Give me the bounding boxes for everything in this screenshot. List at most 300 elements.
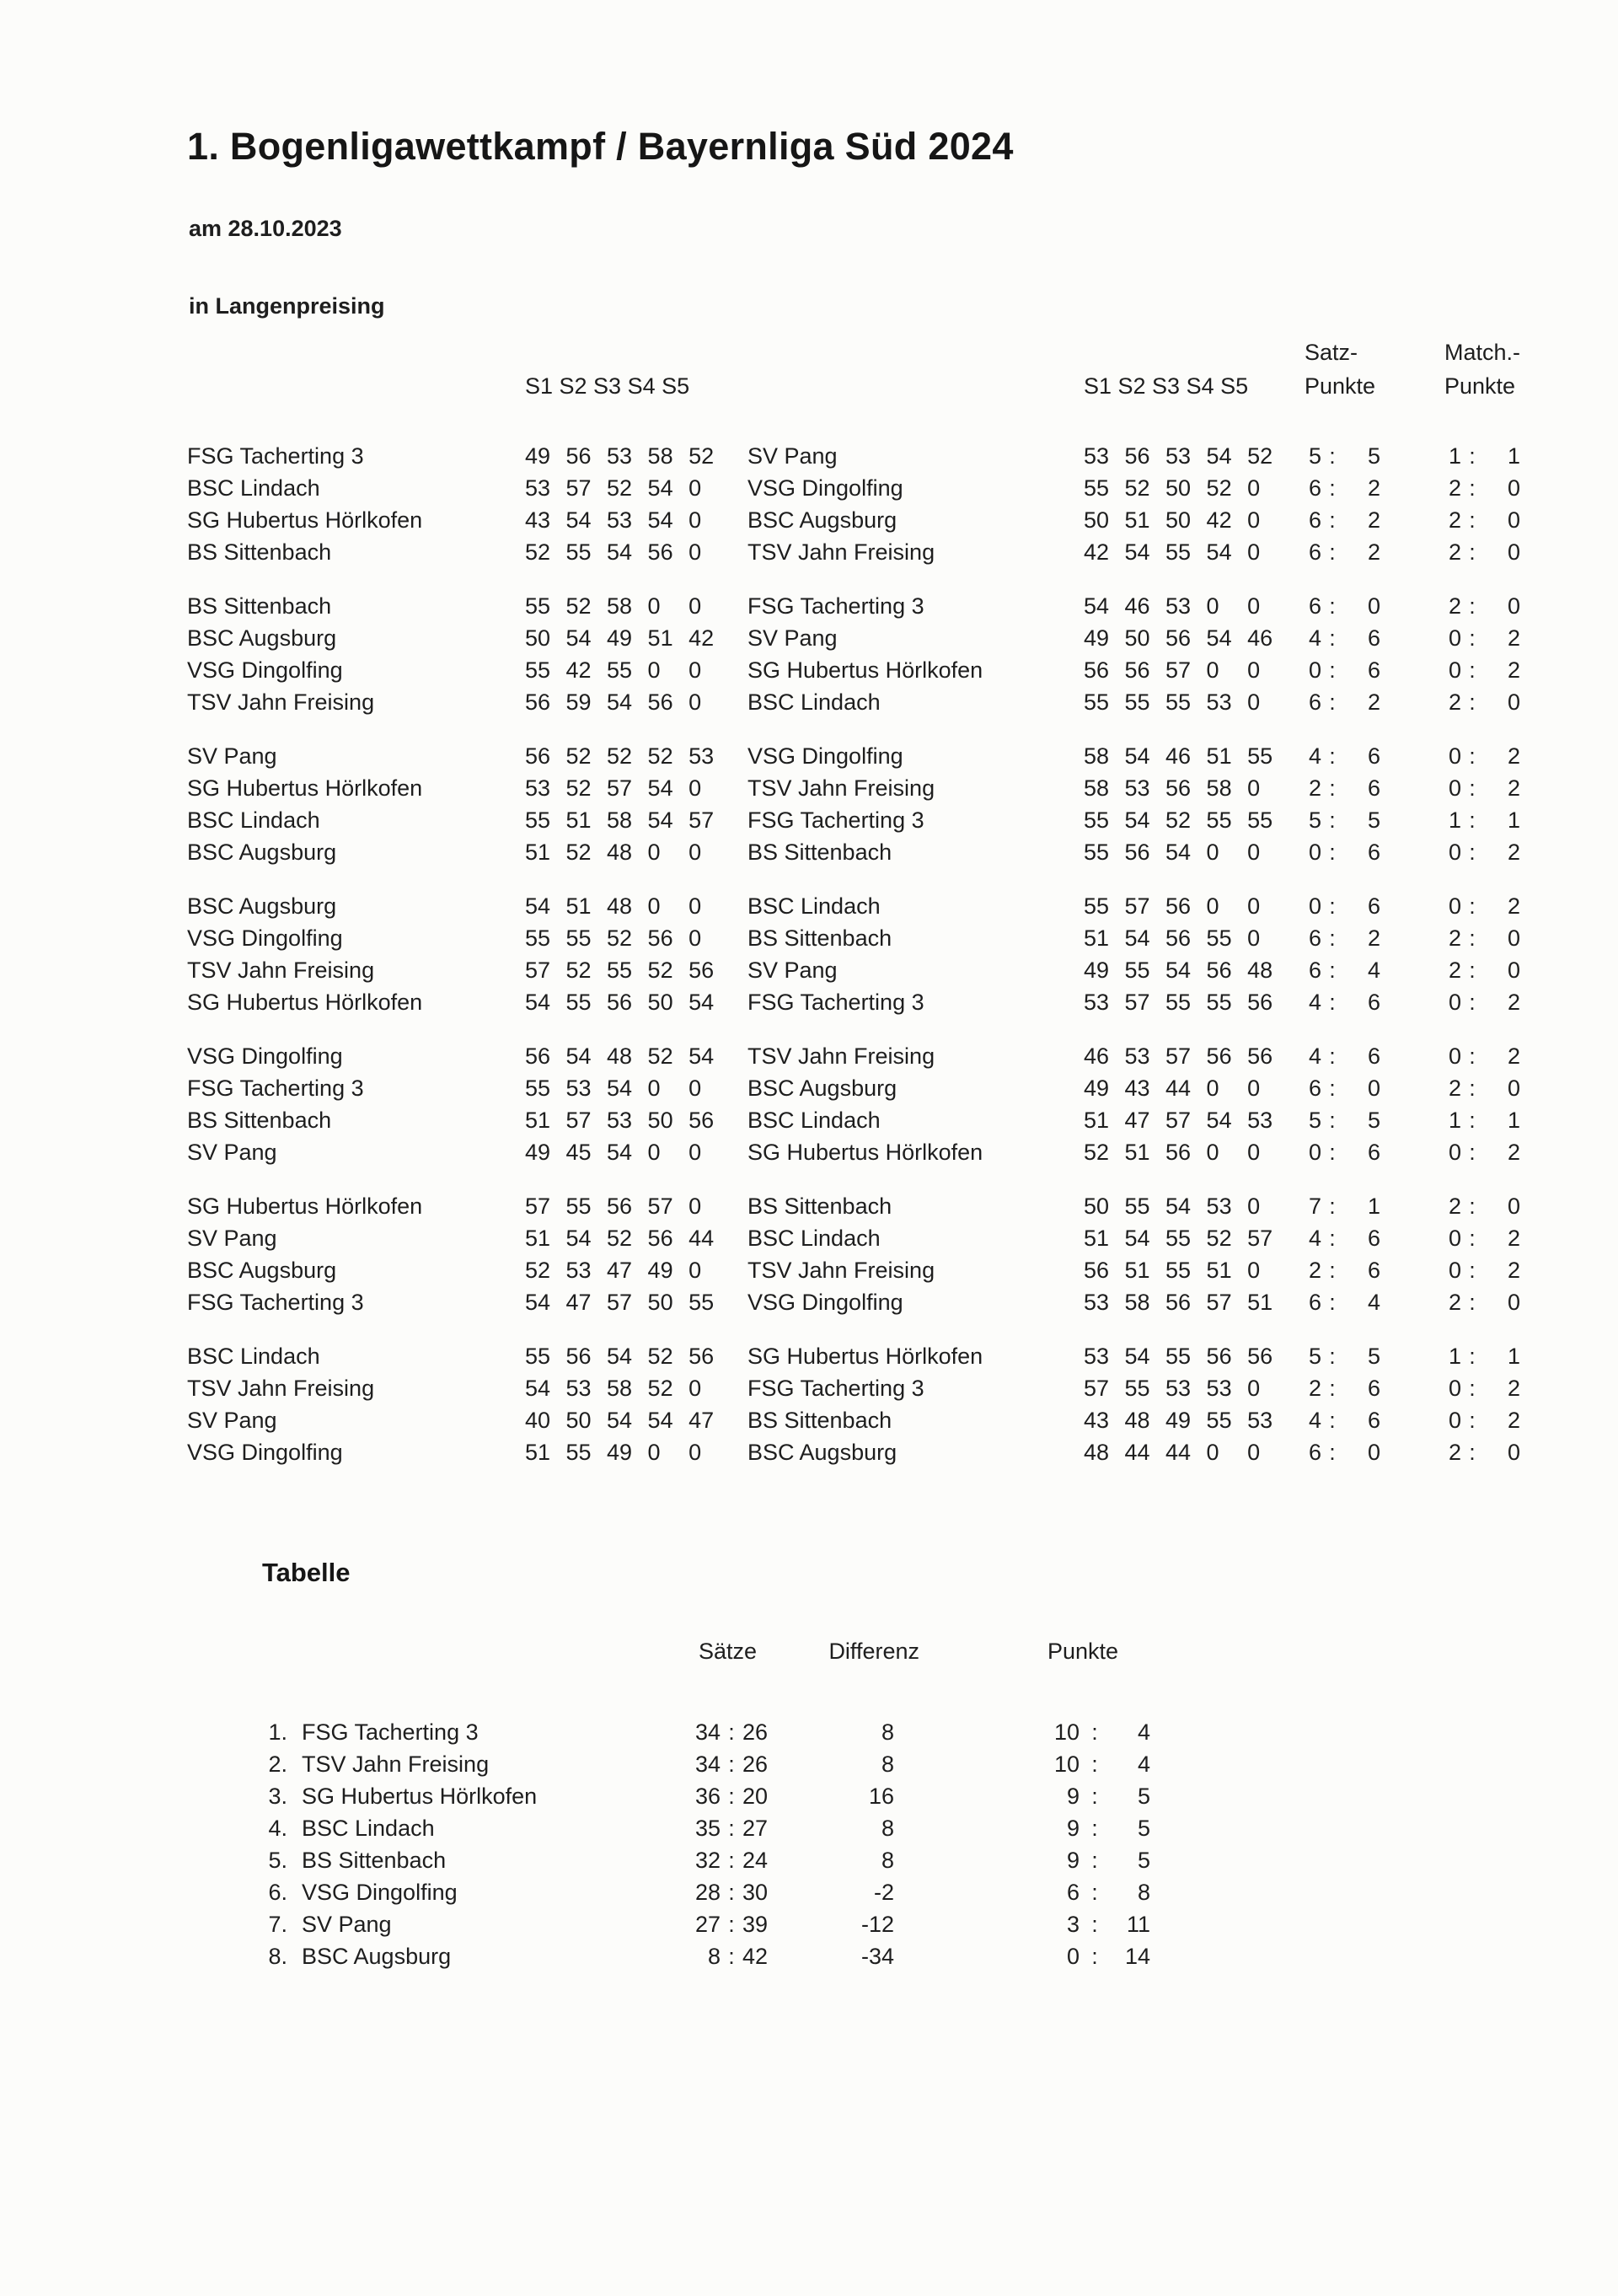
team-name: VSG Dingolfing: [302, 1880, 458, 1905]
satz-punkte-b: 1: [1367, 1194, 1380, 1219]
match-punkte-b: 2: [1507, 1408, 1520, 1433]
team-b-scores: [1084, 654, 1298, 686]
punkte-against: 4: [1137, 1752, 1150, 1777]
score-value: 0: [688, 1194, 702, 1219]
team-b-name: FSG Tacherting 3: [747, 1376, 924, 1401]
colon: :: [1329, 507, 1336, 533]
score-value: 54: [607, 1344, 633, 1369]
score-value: 44: [1165, 1076, 1192, 1101]
team-b-scores: [1084, 954, 1298, 986]
score-value: 59: [565, 689, 592, 715]
score-value: 51: [1084, 925, 1110, 951]
match-row: [187, 1436, 1569, 1468]
team-b-name: BSC Augsburg: [747, 1440, 897, 1465]
score-value: 51: [525, 1108, 551, 1133]
score-value: 56: [1084, 1258, 1110, 1283]
team-a-name: BSC Augsburg: [187, 893, 337, 919]
match-row: [187, 1222, 1569, 1254]
match-punkte-a: 0: [1448, 775, 1461, 801]
score-value: 58: [1084, 775, 1110, 801]
score-value: 51: [525, 840, 551, 865]
score-value: 0: [647, 593, 661, 619]
satz-punkte: [1298, 622, 1438, 654]
score-value: 47: [607, 1258, 633, 1283]
colon: :: [728, 1912, 735, 1937]
rank: 5.: [268, 1848, 287, 1873]
score-value: 52: [525, 539, 551, 565]
score-value: 53: [1165, 1376, 1192, 1401]
colon: :: [1469, 1194, 1476, 1219]
score-value: 49: [607, 1440, 633, 1465]
colon: :: [1091, 1880, 1098, 1905]
score-value: 56: [1247, 1344, 1273, 1369]
score-value: 48: [607, 893, 633, 919]
score-value: 0: [1247, 689, 1261, 715]
score-value: 49: [525, 1140, 551, 1165]
match-row: [187, 1136, 1569, 1168]
colon: :: [1091, 1816, 1098, 1841]
satz-punkte-a: 4: [1308, 743, 1321, 769]
score-value: 55: [1124, 689, 1150, 715]
match-row: [187, 772, 1569, 804]
match-punkte-b: 0: [1507, 475, 1520, 501]
score-value: 54: [1206, 625, 1232, 651]
colon: :: [1329, 689, 1336, 715]
score-value: 53: [1165, 593, 1192, 619]
score-value: 0: [688, 893, 702, 919]
match-punkte: [1438, 1104, 1530, 1136]
score-value: 56: [688, 1344, 715, 1369]
colon: :: [1329, 443, 1336, 469]
colon: :: [1329, 1076, 1336, 1101]
match-punkte-a: 0: [1448, 840, 1461, 865]
rank: 2.: [268, 1752, 287, 1777]
match-punkte-b: 1: [1507, 807, 1520, 833]
match-punkte-b: 2: [1507, 840, 1520, 865]
score-value: 45: [565, 1140, 592, 1165]
team-b-scores: [1084, 504, 1298, 536]
team-b-name: SG Hubertus Hörlkofen: [747, 1140, 983, 1165]
colon: :: [728, 1816, 735, 1841]
score-value: 55: [525, 657, 551, 683]
punkte-for: 6: [1066, 1880, 1080, 1905]
score-value: 0: [688, 1440, 702, 1465]
standings-row: [262, 1908, 1150, 1940]
team-b-name: TSV Jahn Freising: [747, 1043, 935, 1069]
score-value: 0: [688, 775, 702, 801]
score-value: 46: [1165, 743, 1192, 769]
score-value: 55: [607, 958, 633, 983]
team-b-name: BS Sittenbach: [747, 1194, 892, 1219]
satz-punkte-b: 6: [1367, 1258, 1380, 1283]
score-value: 0: [1206, 893, 1219, 919]
match-punkte-a: 0: [1448, 990, 1461, 1015]
score-value: 55: [1165, 539, 1192, 565]
score-value: 0: [1247, 925, 1261, 951]
score-value: 54: [607, 1076, 633, 1101]
satz-punkte-b: 4: [1367, 1290, 1380, 1315]
score-value: 54: [1124, 1226, 1150, 1251]
score-value: 55: [1165, 1258, 1192, 1283]
score-value: 49: [1165, 1408, 1192, 1433]
match-punkte-b: 2: [1507, 1258, 1520, 1283]
match-punkte: [1438, 1340, 1530, 1372]
match-punkte-b: 2: [1507, 1376, 1520, 1401]
colon: :: [1329, 840, 1336, 865]
colon: :: [1469, 1408, 1476, 1433]
match-punkte: [1438, 1372, 1530, 1404]
rank: 3.: [268, 1784, 287, 1809]
score-value: 54: [1124, 539, 1150, 565]
satz-punkte-b: 6: [1367, 625, 1380, 651]
header-spacer: [187, 335, 525, 369]
punkte-for: 0: [1066, 1944, 1080, 1969]
match-punkte: [1438, 1436, 1530, 1468]
match-punkte: [1438, 836, 1530, 868]
score-value: 55: [1124, 1194, 1150, 1219]
score-value: 51: [525, 1226, 551, 1251]
match-punkte-a: 2: [1448, 507, 1461, 533]
match-punkte: [1438, 686, 1530, 718]
satz-punkte-a: 0: [1308, 893, 1321, 919]
team-a-scores: [525, 922, 747, 954]
score-value: 53: [525, 475, 551, 501]
score-value: 49: [1084, 1076, 1110, 1101]
match-punkte: [1438, 1254, 1530, 1286]
score-value: 48: [1247, 958, 1273, 983]
colon: :: [1469, 1344, 1476, 1369]
colon: :: [728, 1752, 735, 1777]
match-punkte-b: 2: [1507, 625, 1520, 651]
colon: :: [1469, 443, 1476, 469]
team-a-scores: [525, 590, 747, 622]
team-a-scores: [525, 836, 747, 868]
score-value: 50: [1165, 507, 1192, 533]
team-a-name: BSC Augsburg: [187, 625, 337, 651]
satz-punkte-header-line1: Satz-: [1305, 340, 1358, 365]
team-b-scores: [1084, 836, 1298, 868]
score-value: 55: [1084, 893, 1110, 919]
match-punkte: [1438, 472, 1530, 504]
match-punkte: [1438, 440, 1530, 472]
match-row: [187, 804, 1569, 836]
score-value: 54: [1206, 1108, 1232, 1133]
satz-punkte-header-line2: Punkte: [1305, 373, 1376, 399]
satz-punkte-b: 6: [1367, 1043, 1380, 1069]
score-value: 58: [1124, 1290, 1150, 1315]
colon: :: [728, 1848, 735, 1873]
score-value: 55: [525, 1344, 551, 1369]
score-value: 52: [1084, 1140, 1110, 1165]
team-a-scores: [525, 1136, 747, 1168]
saetze-for: 27: [694, 1912, 721, 1937]
match-row: [187, 654, 1569, 686]
score-value: 53: [607, 443, 633, 469]
score-value: 53: [1084, 1344, 1110, 1369]
saetze-against: 26: [742, 1752, 769, 1777]
score-value: 48: [1084, 1440, 1110, 1465]
punkte-for: 9: [1066, 1816, 1080, 1841]
score-value: 51: [565, 807, 592, 833]
satz-punkte-a: 2: [1308, 1376, 1321, 1401]
team-a-name: VSG Dingolfing: [187, 657, 343, 683]
score-value: 54: [565, 625, 592, 651]
colon: :: [1329, 990, 1336, 1015]
colon: :: [1329, 743, 1336, 769]
score-value: 50: [1165, 475, 1192, 501]
team-b-scores: [1084, 1072, 1298, 1104]
score-value: 55: [1206, 1408, 1232, 1433]
team-b-scores: [1084, 622, 1298, 654]
satz-punkte: [1298, 590, 1438, 622]
results-table: [187, 335, 1569, 1490]
score-value: 43: [1124, 1076, 1150, 1101]
score-value: 55: [1165, 1226, 1192, 1251]
satz-punkte-a: 2: [1308, 775, 1321, 801]
team-b-name: VSG Dingolfing: [747, 475, 903, 501]
score-value: 53: [1084, 443, 1110, 469]
team-b-scores: [1084, 1104, 1298, 1136]
colon: :: [1091, 1912, 1098, 1937]
team-b-scores: [1084, 1254, 1298, 1286]
match-punkte: [1438, 890, 1530, 922]
colon: :: [1091, 1719, 1098, 1745]
score-value: 56: [525, 743, 551, 769]
satz-punkte-b: 6: [1367, 775, 1380, 801]
team-a-scores: [525, 536, 747, 568]
score-value: 0: [1247, 1140, 1261, 1165]
score-value: 54: [525, 1376, 551, 1401]
score-value: 54: [647, 1408, 673, 1433]
saetze-against: 20: [742, 1784, 769, 1809]
score-value: 0: [688, 925, 702, 951]
match-punkte-header-line2: Punkte: [1444, 373, 1516, 399]
score-value: 55: [1084, 689, 1110, 715]
score-value: 55: [565, 990, 592, 1015]
satz-punkte: [1298, 1404, 1438, 1436]
satz-punkte-b: 6: [1367, 1408, 1380, 1433]
satz-punkte-a: 7: [1308, 1194, 1321, 1219]
match-punkte-a: 1: [1448, 1344, 1461, 1369]
colon: :: [728, 1784, 735, 1809]
score-value: 56: [688, 958, 715, 983]
score-value: 55: [1084, 807, 1110, 833]
score-value: 0: [688, 507, 702, 533]
colon: :: [1329, 1108, 1336, 1133]
round-block: [187, 890, 1569, 1018]
score-value: 48: [607, 840, 633, 865]
match-punkte: [1438, 922, 1530, 954]
score-value: 0: [688, 1140, 702, 1165]
satz-punkte: [1298, 1286, 1438, 1318]
score-value: 0: [688, 539, 702, 565]
score-value: 0: [688, 657, 702, 683]
score-value: 52: [647, 1376, 673, 1401]
colon: :: [1091, 1848, 1098, 1873]
team-a-name: BS Sittenbach: [187, 1108, 332, 1133]
saetze-for: 34: [694, 1752, 721, 1777]
score-value: 51: [1124, 1258, 1150, 1283]
team-b-name: FSG Tacherting 3: [747, 990, 924, 1015]
saetze-against: 27: [742, 1816, 769, 1841]
score-value: 55: [565, 539, 592, 565]
colon: :: [1469, 593, 1476, 619]
team-a-scores: [525, 1286, 747, 1318]
satz-punkte-b: 2: [1367, 689, 1380, 715]
score-value: 56: [1165, 893, 1192, 919]
team-a-name: BS Sittenbach: [187, 539, 332, 565]
score-value: 42: [1084, 539, 1110, 565]
score-value: 42: [1206, 507, 1232, 533]
score-value: 55: [565, 925, 592, 951]
team-a-name: SV Pang: [187, 1408, 277, 1433]
score-value: 57: [565, 1108, 592, 1133]
team-b-scores: [1084, 590, 1298, 622]
satz-punkte-a: 0: [1308, 657, 1321, 683]
score-value: 51: [525, 1440, 551, 1465]
score-value: 0: [1206, 593, 1219, 619]
saetze-for: 32: [694, 1848, 721, 1873]
match-punkte-a: 2: [1448, 539, 1461, 565]
score-value: 0: [1247, 1076, 1261, 1101]
colon: :: [1469, 625, 1476, 651]
satz-punkte: [1298, 922, 1438, 954]
satz-punkte-a: 6: [1308, 689, 1321, 715]
score-value: 50: [1084, 507, 1110, 533]
score-value: 0: [1206, 840, 1219, 865]
rank: 8.: [268, 1944, 287, 1969]
score-value: 50: [647, 1290, 673, 1315]
score-value: 0: [647, 840, 661, 865]
score-value: 57: [1124, 893, 1150, 919]
punkte-for: 9: [1066, 1848, 1080, 1873]
match-punkte-b: 0: [1507, 689, 1520, 715]
differenz-value: 8: [881, 1752, 894, 1777]
satz-punkte: [1298, 740, 1438, 772]
colon: :: [1469, 807, 1476, 833]
match-punkte-a: 0: [1448, 1376, 1461, 1401]
colon: :: [1329, 925, 1336, 951]
match-punkte-b: 0: [1507, 1194, 1520, 1219]
satz-punkte: [1298, 1104, 1438, 1136]
match-punkte-b: 0: [1507, 539, 1520, 565]
team-b-name: BS Sittenbach: [747, 840, 892, 865]
satz-punkte-a: 4: [1308, 1043, 1321, 1069]
match-punkte-b: 2: [1507, 1043, 1520, 1069]
score-value: 52: [565, 775, 592, 801]
score-value: 44: [1165, 1440, 1192, 1465]
satz-punkte-a: 6: [1308, 539, 1321, 565]
satz-punkte: [1298, 1072, 1438, 1104]
score-value: 52: [607, 1226, 633, 1251]
match-row: [187, 472, 1569, 504]
differenz-value: -34: [860, 1944, 894, 1969]
score-value: 52: [607, 475, 633, 501]
score-value: 56: [607, 990, 633, 1015]
score-value: 52: [607, 743, 633, 769]
punkte-for: 3: [1066, 1912, 1080, 1937]
match-punkte-a: 0: [1448, 657, 1461, 683]
score-value: 51: [1124, 507, 1150, 533]
match-punkte-b: 0: [1507, 593, 1520, 619]
score-value: 55: [1206, 925, 1232, 951]
satz-punkte-b: 6: [1367, 1226, 1380, 1251]
team-a-scores: [525, 954, 747, 986]
team-a-scores: [525, 1190, 747, 1222]
match-punkte: [1438, 1286, 1530, 1318]
score-value: 54: [647, 807, 673, 833]
team-b-scores: [1084, 1222, 1298, 1254]
satz-punkte-b: 0: [1367, 1440, 1380, 1465]
score-value: 53: [1084, 1290, 1110, 1315]
score-value: 54: [525, 893, 551, 919]
team-name: SV Pang: [302, 1912, 392, 1937]
team-a-scores: [525, 804, 747, 836]
team-a-name: SG Hubertus Hörlkofen: [187, 990, 423, 1015]
score-value: 51: [565, 893, 592, 919]
score-value: 54: [525, 1290, 551, 1315]
score-value: 56: [1206, 958, 1232, 983]
differenz-value: 8: [881, 1816, 894, 1841]
score-value: 54: [647, 475, 673, 501]
score-value: 51: [1084, 1108, 1110, 1133]
score-value: 53: [1247, 1408, 1273, 1433]
satz-punkte-a: 6: [1308, 1076, 1321, 1101]
score-value: 54: [565, 507, 592, 533]
satz-punkte: [1298, 1190, 1438, 1222]
colon: :: [1469, 1076, 1476, 1101]
score-value: 56: [1124, 840, 1150, 865]
team-a-name: SV Pang: [187, 1140, 277, 1165]
score-value: 42: [565, 657, 592, 683]
score-value: 49: [1084, 625, 1110, 651]
team-a-name: TSV Jahn Freising: [187, 958, 375, 983]
header-spacer: [1084, 335, 1298, 369]
team-name: SG Hubertus Hörlkofen: [302, 1784, 538, 1809]
satz-punkte-b: 5: [1367, 807, 1380, 833]
satz-punkte-b: 6: [1367, 893, 1380, 919]
punkte-for: 10: [1053, 1719, 1080, 1745]
score-value: 52: [1124, 475, 1150, 501]
team-b-scores: [1084, 1040, 1298, 1072]
standings-rows: [262, 1716, 1150, 1972]
satz-punkte: [1298, 536, 1438, 568]
satz-punkte-a: 0: [1308, 840, 1321, 865]
satz-punkte-a: 4: [1308, 1408, 1321, 1433]
match-row: [187, 922, 1569, 954]
colon: :: [1329, 593, 1336, 619]
saetze-for: 28: [694, 1880, 721, 1905]
score-value: 0: [1247, 507, 1261, 533]
match-punkte-a: 1: [1448, 443, 1461, 469]
satz-punkte-a: 0: [1308, 1140, 1321, 1165]
score-value: 52: [525, 1258, 551, 1283]
differenz-value: 16: [868, 1784, 894, 1809]
score-value: 51: [1247, 1290, 1273, 1315]
header-spacer: [747, 369, 1084, 403]
round-block: [187, 1190, 1569, 1318]
match-punkte-a: 2: [1448, 958, 1461, 983]
location-line: in Langenpreising: [189, 293, 385, 319]
score-value: 55: [1206, 807, 1232, 833]
satz-punkte-a: 6: [1308, 958, 1321, 983]
match-row: [187, 1372, 1569, 1404]
team-b-name: BSC Lindach: [747, 689, 881, 715]
satz-punkte: [1298, 1436, 1438, 1468]
score-value: 50: [1124, 625, 1150, 651]
standings-header: [262, 1635, 1150, 1667]
results-header: [187, 335, 1569, 403]
